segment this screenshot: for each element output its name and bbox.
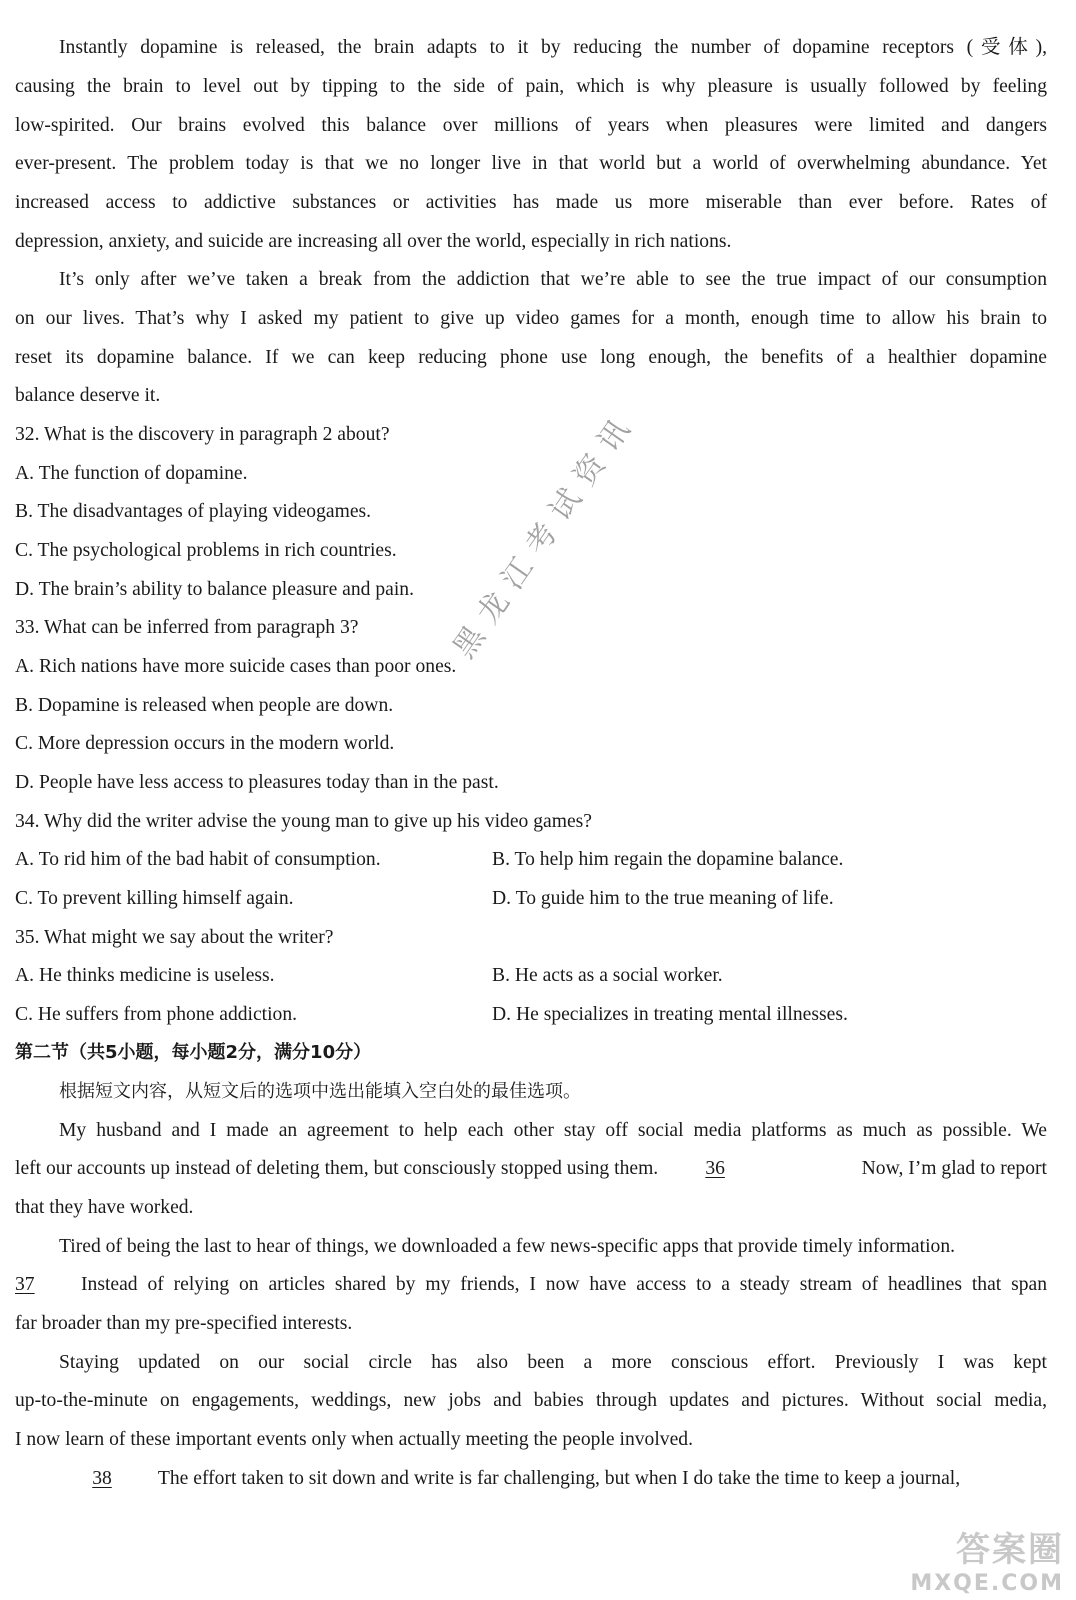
site-logo: [910, 1522, 1064, 1596]
passage3-line: that they have worked.: [15, 1197, 194, 1218]
logo-url: MXQE.COM: [910, 1571, 1064, 1596]
q33-option-c: C. More depression occurs in the modern world.: [15, 733, 395, 754]
q34-option-b: B. To help him regain the dopamine balance.: [492, 849, 844, 870]
passage3-text: left our accounts up instead of deleting them, but consciously stopped using them.: [15, 1158, 659, 1179]
passage1-line: depression, anxiety, and suicide are increasing all over the world, especially in rich nations.: [15, 231, 732, 252]
q34-option-c: C. To prevent killing himself again.: [15, 888, 294, 909]
q34-options-row1: [15, 849, 1047, 871]
passage2-line: reset its dopamine balance. If we can keep reducing phone use long enough, the benefits of a healthier dopamine: [15, 347, 1047, 368]
q32-option-a: A. The function of dopamine.: [15, 463, 248, 484]
q34-options-row2: [15, 888, 1047, 910]
watermark-text: 黑龙江考试资讯: [446, 403, 644, 665]
q34-option-a: A. To rid him of the bad habit of consumption.: [15, 849, 381, 870]
passage3-text: Now, I’m glad to report: [861, 1158, 1047, 1179]
q32-option-c: C. The psychological problems in rich countries.: [15, 540, 397, 561]
passage3-text: The effort taken to sit down and write is far challenging, but when I do take the time to keep a journal,: [157, 1468, 961, 1489]
q35-option-a: A. He thinks medicine is useless.: [15, 965, 275, 986]
section-instruction: 根据短文内容，从短文后的选项中选出能填入空白处的最佳选项。: [59, 1081, 581, 1102]
passage1-line: low-spirited. Our brains evolved this balance over millions of years when pleasures were limited and dangers: [15, 115, 1047, 136]
section-heading: 第二节（共5小题，每小题2分，满分10分）: [15, 1042, 372, 1063]
passage2-line: on our lives. That’s why I asked my patient to give up video games for a month, enough time to allow his brain to: [15, 308, 1047, 329]
q33-option-a: A. Rich nations have more suicide cases than poor ones.: [15, 656, 457, 677]
logo-title: 答案圈: [956, 1530, 1064, 1570]
q33-option-d: D. People have less access to pleasures today than in the past.: [15, 772, 499, 793]
passage3-line: [15, 1468, 1047, 1490]
q33-option-b: B. Dopamine is released when people are down.: [15, 695, 394, 716]
passage3-line: [15, 1274, 1047, 1296]
passage3-line: far broader than my pre-specified interests.: [15, 1313, 353, 1334]
passage1-line: Instantly dopamine is released, the brain adapts to it by reducing the number of dopamine receptors (受体),: [59, 37, 1047, 58]
passage2-line: balance deserve it.: [15, 385, 161, 406]
passage1-line: ever-present. The problem today is that we no longer live in that world but a world of overwhelming abundance. Yet: [15, 153, 1047, 174]
passage3-line: [15, 1158, 1047, 1180]
passage3-text: Instead of relying on articles shared by my friends, I now have access to a steady stream of headlines that span: [81, 1274, 1047, 1295]
question-34: 34. Why did the writer advise the young man to give up his video games?: [15, 811, 592, 832]
q35-option-c: C. He suffers from phone addiction.: [15, 1004, 298, 1025]
q32-option-d: D. The brain’s ability to balance pleasure and pain.: [15, 579, 415, 600]
q32-option-b: B. The disadvantages of playing videogames.: [15, 501, 372, 522]
passage3-line: Staying updated on our social circle has also been a more conscious effort. Previously I was kept: [59, 1352, 1047, 1373]
q35-option-b: B. He acts as a social worker.: [492, 965, 723, 986]
q34-option-d: D. To guide him to the true meaning of life.: [492, 888, 834, 909]
q35-options-row2: [15, 1004, 1047, 1026]
passage2-line: It’s only after we’ve taken a break from the addiction that we’re able to see the true impact of our consumption: [59, 269, 1047, 290]
passage3-line: Tired of being the last to hear of things, we downloaded a few news-specific apps that provide timely information.: [59, 1236, 956, 1257]
question-32: 32. What is the discovery in paragraph 2 about?: [15, 424, 390, 445]
blank-37: 37: [15, 1274, 35, 1295]
question-35: 35. What might we say about the writer?: [15, 927, 334, 948]
passage3-line: My husband and I made an agreement to help each other stay off social media platforms as much as possible. We: [59, 1120, 1047, 1141]
passage1-line: increased access to addictive substances or activities has made us more miserable than ever before. Rates of: [15, 192, 1047, 213]
passage1-line: causing the brain to level out by tipping to the side of pain, which is why pleasure is usually followed by feeling: [15, 76, 1047, 97]
blank-38: 38: [92, 1468, 112, 1489]
blank-36: 36: [705, 1158, 725, 1179]
q35-options-row1: [15, 965, 1047, 987]
passage3-line: I now learn of these important events only when actually meeting the people involved.: [15, 1429, 693, 1450]
q35-option-d: D. He specializes in treating mental illnesses.: [492, 1004, 848, 1025]
passage3-line: up-to-the-minute on engagements, weddings, new jobs and babies through updates and pictures. Without social media,: [15, 1390, 1047, 1411]
question-33: 33. What can be inferred from paragraph 3?: [15, 617, 359, 638]
